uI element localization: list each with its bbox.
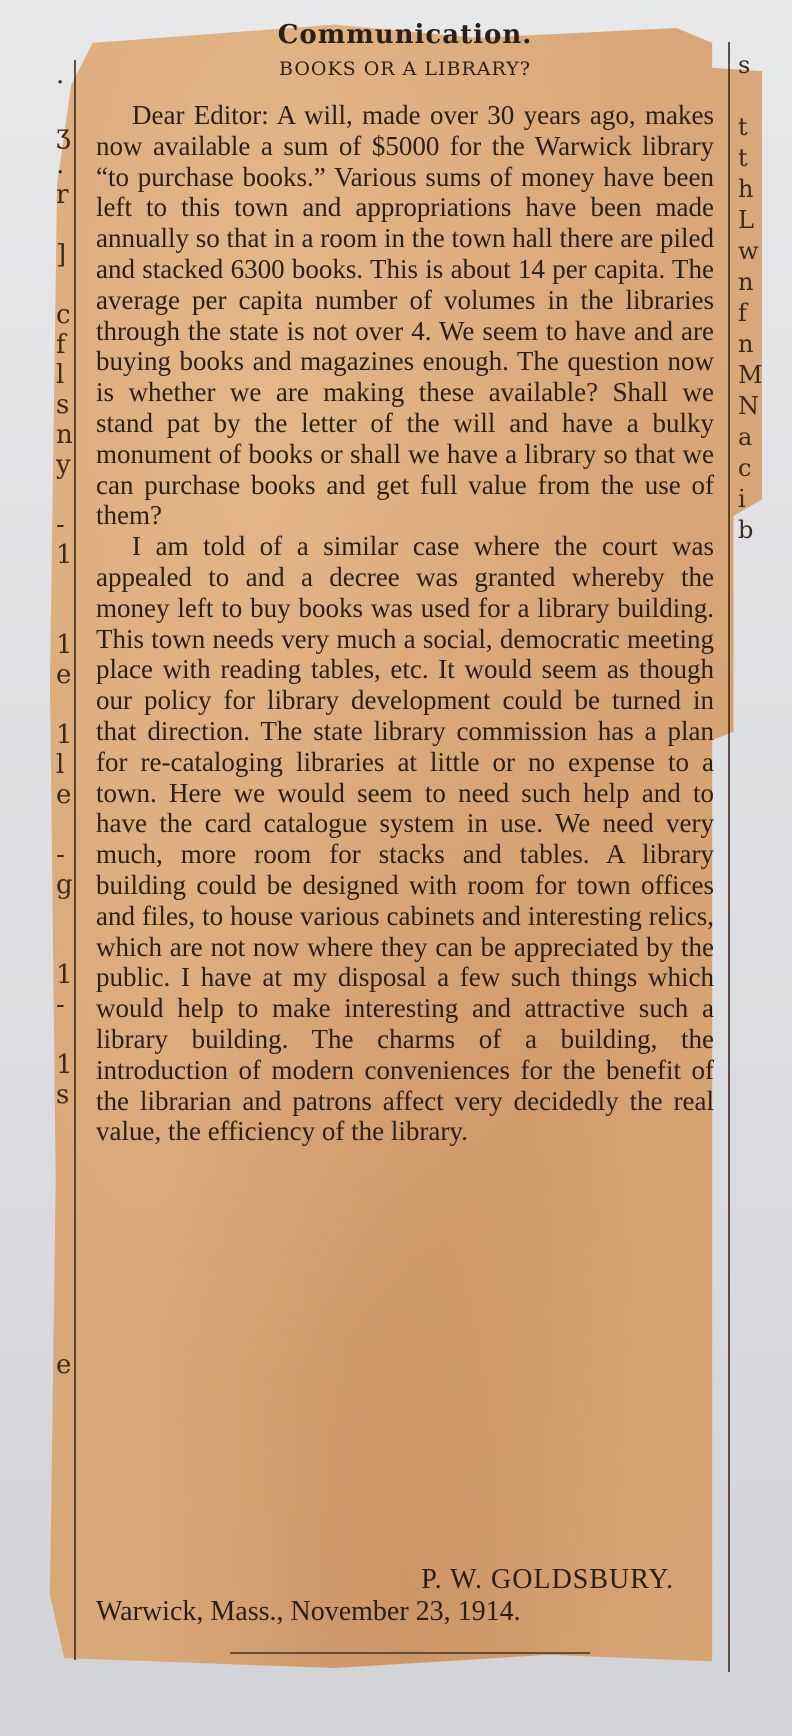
bottom-rule — [230, 1652, 590, 1654]
section-heading: Communication. — [277, 20, 533, 50]
paragraph-1: Dear Editor: A will, made over 30 years ago, makes now available a sum of $5000 for the Warwick library “to purchase books.” Various sums of money have been left to this town and appropriations have been made annually so that in a room in the town hall there are piled and stacked 6300 books. This is about 14 per capita. The average per capita number of volumes in the libraries through the state is not over 4. We seem to have and are buying books and magazines enough. The question now is whether we are making these available? Shall we stand pat by the letter of the will and have a bulky monument of books or shall we have a library so that we can purchase books and get full value from the use of them? — [96, 100, 714, 531]
adjacent-column-fragments-left: . ʒ . r ] c f l s n y - 1 1 e 1 l e - g 1 - 1 s e — [56, 60, 73, 1380]
author-signature: P. W. GOLDSBURY. — [421, 1564, 674, 1595]
clipping-header — [90, 18, 720, 82]
column-rule-right — [728, 42, 730, 1672]
column-rule-left — [74, 60, 76, 1660]
paragraph-2: I am told of a similar case where the court was appealed to and a decree was granted whereby the money left to buy books was used for a library building. This town needs very much a social, democratic meeting place with reading tables, etc. It would seem as though our policy for library development could be turned in that direction. The state library commission has a plan for re-cataloging libraries at little or no expense to a town. Here we would seem to need such help and to have the card catalogue system in use. We need very much, more room for stacks and tables. A library building could be designed with room for town offices and files, to house various cabinets and interesting relics, which are not now where they can be appreciated by the public. I have at my disposal a few such things which would help to make interesting and attractive such a library building. The charms of a building, the introduction of modern conveniences for the benefit of the librarian and patrons affect very decidedly the real value, the efficiency of the library. — [96, 531, 714, 1147]
letter-body — [96, 100, 714, 1147]
adjacent-column-fragments-right: s t t h L w n f n M N a c i b — [738, 51, 763, 544]
dateline: Warwick, Mass., November 23, 1914. — [96, 1596, 521, 1627]
article-title: BOOKS OR A LIBRARY? — [279, 58, 531, 80]
